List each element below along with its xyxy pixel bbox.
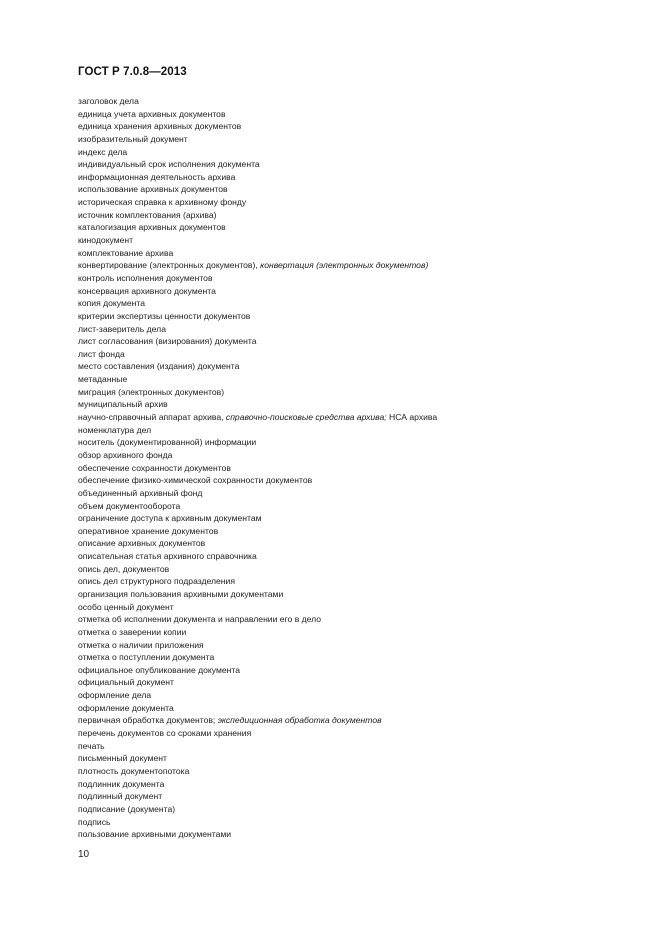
term-text: первичная обработка документов; (78, 715, 218, 726)
term-entry (78, 133, 638, 146)
term-index-list (78, 95, 638, 841)
term-entry (78, 803, 638, 816)
term-entry (78, 462, 638, 475)
term-text: описание архивных документов (78, 538, 206, 549)
term-entry (78, 95, 638, 108)
term-entry (78, 221, 638, 234)
term-text: метаданные (78, 374, 128, 385)
term-entry (78, 373, 638, 386)
term-entry (78, 752, 638, 765)
term-text: подлинный документ (78, 791, 163, 802)
term-entry (78, 259, 638, 272)
term-entry (78, 487, 638, 500)
term-text: кинодокумент (78, 235, 134, 246)
term-text: оперативное хранение документов (78, 525, 219, 536)
term-entry (78, 348, 638, 361)
page-header (78, 66, 187, 78)
term-text: историческая справка к архивному фонду (78, 197, 247, 208)
term-text: миграция (электронных документов) (78, 386, 225, 397)
term-entry (78, 323, 638, 336)
term-synonym: конвертация (электронных документов) (260, 260, 429, 271)
term-text: консервация архивного документа (78, 285, 216, 296)
term-text: место составления (издания) документа (78, 361, 240, 372)
term-entry (78, 664, 638, 677)
term-synonym: экспедиционная обработка документов (217, 715, 382, 726)
term-text: ограничение доступа к архивным документам (78, 513, 262, 524)
term-entry (78, 512, 638, 525)
term-text: лист фонда (78, 348, 125, 359)
term-entry (78, 689, 638, 702)
term-entry (78, 550, 638, 563)
term-entry (78, 714, 638, 727)
term-text: обзор архивного фонда (78, 449, 173, 460)
term-entry (78, 588, 638, 601)
term-entry (78, 171, 638, 184)
term-entry (78, 247, 638, 260)
term-entry (78, 411, 638, 424)
term-text: официальный документ (78, 677, 174, 688)
term-text: номенклатура дел (78, 424, 152, 435)
term-entry (78, 297, 638, 310)
term-text: критерии экспертизы ценности документов (78, 310, 251, 321)
term-text: единица учета архивных документов (78, 108, 226, 119)
term-text: подпись (78, 816, 111, 827)
term-text: пользование архивными документами (78, 829, 232, 840)
term-text: обеспечение сохранности документов (78, 462, 231, 473)
term-text: лист согласования (визирования) документа (78, 336, 257, 347)
term-entry (78, 639, 638, 652)
term-text: носитель (документированной) информации (78, 437, 257, 448)
term-entry (78, 790, 638, 803)
term-text: единица хранения архивных документов (78, 121, 242, 132)
page-number: 10 (78, 849, 90, 860)
term-text: подлинник документа (78, 778, 165, 789)
term-entry (78, 651, 638, 664)
term-text: официальное опубликование документа (78, 664, 241, 675)
term-entry (78, 828, 638, 841)
term-entry (78, 778, 638, 791)
term-entry (78, 398, 638, 411)
term-text: индивидуальный срок исполнения документа (78, 159, 260, 170)
term-text: объем документооборота (78, 500, 181, 511)
term-text: изобразительный документ (78, 133, 188, 144)
term-text: перечень документов со сроками хранения (78, 728, 252, 739)
term-entry (78, 436, 638, 449)
term-text: письменный документ (78, 753, 167, 764)
term-text: муниципальный архив (78, 399, 168, 410)
term-entry (78, 335, 638, 348)
term-text: каталогизация архивных документов (78, 222, 226, 233)
term-text: оформление дела (78, 690, 152, 701)
term-entry (78, 146, 638, 159)
term-entry (78, 613, 638, 626)
term-entry (78, 474, 638, 487)
term-entry (78, 424, 638, 437)
term-entry (78, 158, 638, 171)
term-entry (78, 537, 638, 550)
term-entry (78, 234, 638, 247)
term-entry (78, 525, 638, 538)
term-text: организация пользования архивными документами (78, 588, 284, 599)
term-text: конвертирование (электронных документов), (78, 260, 261, 271)
term-entry (78, 183, 638, 196)
term-entry (78, 120, 638, 133)
term-entry (78, 449, 638, 462)
term-abbreviation: НСА архива (386, 412, 438, 423)
term-text: особо ценный документ (78, 601, 174, 612)
term-synonym: справочно-поисковые средства архива; (225, 412, 387, 423)
term-text: лист-заверитель дела (78, 323, 166, 334)
term-text: объединенный архивный фонд (78, 487, 203, 498)
term-text: опись дел структурного подразделения (78, 576, 235, 587)
term-entry (78, 727, 638, 740)
term-text: научно-справочный аппарат архива, (78, 412, 226, 423)
term-entry (78, 196, 638, 209)
term-entry (78, 285, 638, 298)
term-text: опись дел, документов (78, 563, 170, 574)
term-entry (78, 740, 638, 753)
term-text: отметка о поступлении документа (78, 652, 215, 663)
term-entry (78, 310, 638, 323)
term-text: индекс дела (78, 146, 128, 157)
term-entry (78, 601, 638, 614)
term-text: оформление документа (78, 702, 174, 713)
term-entry (78, 563, 638, 576)
term-entry (78, 500, 638, 513)
term-text: обеспечение физико-химической сохранности документов (78, 475, 313, 486)
term-entry (78, 209, 638, 222)
term-text: отметка об исполнении документа и направлении его в дело (78, 614, 322, 625)
term-entry (78, 765, 638, 778)
term-text: источник комплектования (архива) (78, 209, 217, 220)
term-entry (78, 626, 638, 639)
term-text: комплектование архива (78, 247, 174, 258)
term-text: описательная статья архивного справочника (78, 551, 257, 562)
term-entry (78, 108, 638, 121)
term-text: копия документа (78, 298, 146, 309)
term-entry (78, 386, 638, 399)
term-text: печать (78, 740, 105, 751)
term-text: заголовок дела (78, 96, 139, 106)
term-entry (78, 702, 638, 715)
term-entry (78, 816, 638, 829)
term-text: использование архивных документов (78, 184, 228, 195)
term-text: отметка о заверении копии (78, 626, 187, 637)
term-entry (78, 575, 638, 588)
term-text: плотность документопотока (78, 765, 190, 776)
term-text: отметка о наличии приложения (78, 639, 204, 650)
term-entry (78, 360, 638, 373)
term-entry (78, 272, 638, 285)
term-text: контроль исполнения документов (78, 272, 213, 283)
standard-title: ГОСТ Р 7.0.8—2013 (78, 66, 187, 78)
term-text: информационная деятельность архива (78, 171, 236, 182)
term-text: подписание (документа) (78, 803, 176, 814)
term-entry (78, 676, 638, 689)
